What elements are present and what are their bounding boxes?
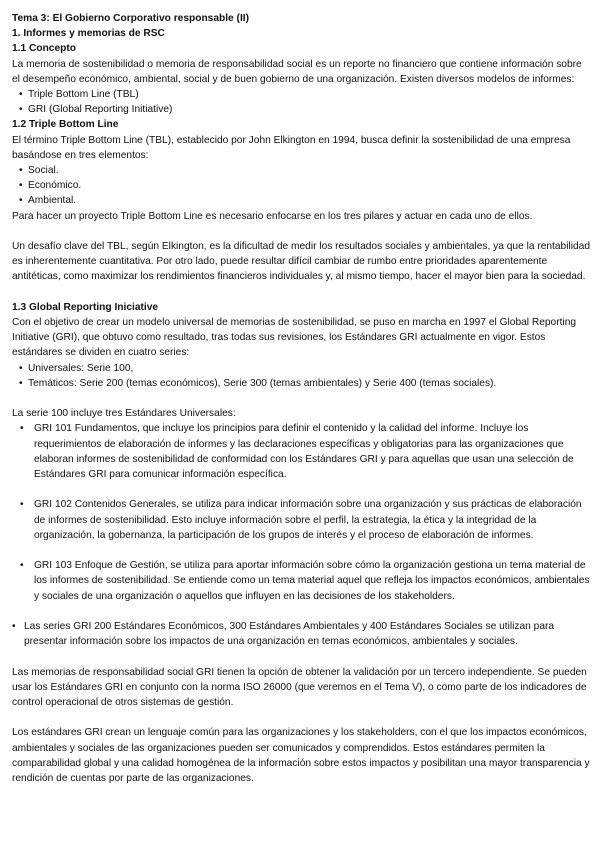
section-1-1-heading: 1.1 Concepto [12, 43, 76, 55]
universal-standards-intro: La serie 100 incluye tres Estándares Universales: [12, 408, 236, 420]
thematic-series-list [12, 619, 590, 649]
report-models-list [12, 87, 590, 117]
universal-standards-list [12, 421, 590, 603]
section-1-1-paragraph: La memoria de sostenibilidad o memoria de responsabilidad social es un reporte no financiero que contiene información sobre el desempeño económico, ambiental, social y de buen gobierno de una organización. Existen diversos modelos de informes: [12, 58, 582, 85]
list-item: • GRI (Global Reporting Initiative) [12, 102, 590, 117]
list-item: • Económico. [12, 178, 590, 193]
list-item: • Ambiental. [12, 193, 590, 208]
tbl-challenge-paragraph: Un desafío clave del TBL, según Elkington, es la dificultad de medir los resultados sociales y ambientales, ya que la rentabilidad es inherentemente cuantitativa. Por otro lado, puede resultar difícil cambiar de rumbo entre prioridades aparentemente antitéticas, como maximizar los rendimientos financieros individuales y, al mismo tiempo, hacer el mayor bien para la sociedad. [12, 241, 591, 283]
list-item: • Triple Bottom Line (TBL) [12, 87, 590, 102]
document-title: Tema 3: El Gobierno Corporativo responsable (II) [12, 13, 249, 24]
section-1-3-paragraph: Con el objetivo de crear un modelo universal de memorias de sostenibilidad, se puso en marcha en 1997 el Global Reporting Initiative (GRI), que obtuvo como resultado, tras todas sus revisiones, los Estándares GRI actualmente en vigor. Estos estándares se dividen en cuatro series: [12, 317, 577, 359]
section-1-3-heading: 1.3 Global Reporting Iniciative [12, 301, 159, 313]
list-item: • Temáticos: Serie 200 (temas económicos), Serie 300 (temas ambientales) y Serie 400 (temas sociales). [12, 376, 590, 391]
tbl-elements-list [12, 163, 590, 209]
thematic-series-item: • Las series GRI 200 Estándares Económicos, 300 Estándares Ambientales y 400 Estándares Sociales se utilizan para presentar información sobre los impactos de una organización en temas económicos, ambientales y sociales. [12, 619, 590, 649]
gri-102-item: • GRI 102 Contenidos Generales, se utiliza para indicar información sobre una organización y sus prácticas de elaboración de informes de sostenibilidad. Esto incluye información sobre el perfil, la estrategia, la ética y la integridad de la organización, la gobernanza, la participación de los grupos de interés y el proceso de elaboración de informes. [12, 497, 590, 543]
section-1-2-heading: 1.2 Triple Bottom Line [12, 119, 119, 131]
gri-101-item: • GRI 101 Fundamentos, que incluye los principios para definir el contenido y la calidad del informe. Incluye los requerimientos de elaboración de informes y las declaraciones específicas y obligatorias para las organizaciones que elaboran informes de sostenibilidad de conformidad con los Estándares GRI y para aquellas que usan una selección de Estándares GRI para comunicar información específica. [12, 421, 590, 482]
gri-series-list [12, 361, 590, 391]
list-item: • Universales: Serie 100, [12, 361, 590, 376]
gri-103-item: • GRI 103 Enfoque de Gestión, se utiliza para aportar información sobre cómo la organización gestiona un tema material de los informes de sostenibilidad. Se entiende como un tema material aquel que refleja los impactos económicos, ambientales y sociales de una organización o aquellos que influyen en las decisiones de los stakeholders. [12, 558, 590, 604]
tbl-pillars-paragraph: Para hacer un proyecto Triple Bottom Line es necesario enfocarse en los tres pilares y actuar en cada uno de ellos. [12, 210, 533, 222]
common-language-paragraph: Los estándares GRI crean un lenguaje común para las organizaciones y los stakeholders, con el que los impactos económicos, ambientales y sociales de las organizaciones pueden ser comunicados y comprendidos. Estos estándares permiten la comparabilidad global y una calidad homogénea de la información sobre estos impactos y posibilitan una mayor transparencia y rendición de cuentas por parte de las organizaciones. [12, 727, 590, 785]
section-1-2-paragraph: El término Triple Bottom Line (TBL), establecido por John Elkington en 1994, busca definir la sostenibilidad de una empresa basándose en tres elementos: [12, 134, 571, 161]
list-item: • Social. [12, 163, 590, 178]
document-page [12, 11, 590, 786]
section-1-heading: 1. Informes y memorias de RSC [12, 28, 165, 40]
validation-paragraph: Las memorias de responsabilidad social GRI tienen la opción de obtener la validación por un tercero independiente. Se pueden usar los Estándares GRI en conjunto con la norma ISO 26000 (que veremos en el Tema V), o como parte de los indicadores de control operacional de otros sistemas de gestión. [12, 666, 587, 709]
